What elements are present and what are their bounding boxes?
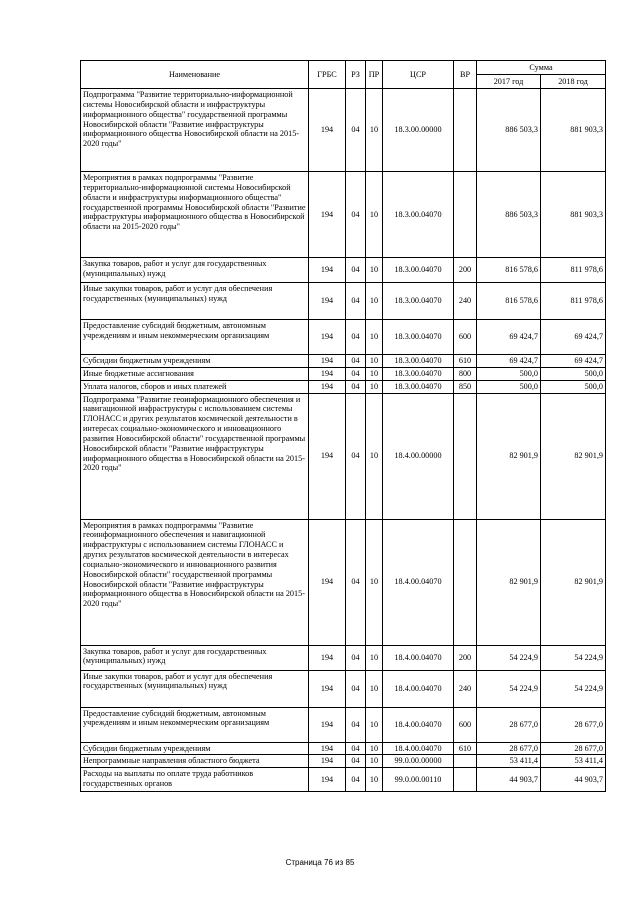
row-pr: 10 xyxy=(366,355,383,368)
row-sum-2018: 881 903,3 xyxy=(541,89,606,172)
row-pr: 10 xyxy=(366,670,383,707)
row-name: Подпрограмма "Развитие территориально-информационной системы Новосибирской области и инфраструктуры информационного общества" государственной программы Новосибирской области "Развитие инфраструктуры информационного общества Новосибирской области на 2015-2020 годы" xyxy=(81,89,309,172)
row-csr: 18.4.00.04070 xyxy=(383,670,454,707)
row-rz: 04 xyxy=(346,172,366,258)
row-sum-2018: 44 903,7 xyxy=(541,768,606,792)
row-rz: 04 xyxy=(346,707,366,742)
row-sum-2017: 53 411,4 xyxy=(477,755,541,768)
header-2017: 2017 год xyxy=(477,75,541,89)
row-vr: 800 xyxy=(454,367,477,380)
row-name: Мероприятия в рамках подпрограммы "Развитие геоинформационного обеспечения и навигационной инфраструктуры с использованием системы ГЛОНАСС и других результатов космической деятельности в интересах социально-экономического и инновационного развития Новосибирской области" государственной программы Новосибирской области "Развитие инфраструктуры информационного общества в Новосибирской области на 2015-2020 годы" xyxy=(81,519,309,645)
row-grbs: 194 xyxy=(309,380,346,393)
row-sum-2017: 69 424,7 xyxy=(477,355,541,368)
header-rz: РЗ xyxy=(346,61,366,89)
row-vr: 850 xyxy=(454,380,477,393)
row-vr: 200 xyxy=(454,645,477,670)
table-row xyxy=(81,355,606,368)
row-csr: 18.4.00.04070 xyxy=(383,707,454,742)
row-pr: 10 xyxy=(366,89,383,172)
table-row xyxy=(81,768,606,792)
row-sum-2018: 811 978,6 xyxy=(541,283,606,320)
row-pr: 10 xyxy=(366,380,383,393)
table-row xyxy=(81,742,606,755)
row-rz: 04 xyxy=(346,258,366,283)
row-grbs: 194 xyxy=(309,707,346,742)
row-pr: 10 xyxy=(366,742,383,755)
row-sum-2018: 53 411,4 xyxy=(541,755,606,768)
table-row xyxy=(81,320,606,355)
row-sum-2017: 886 503,3 xyxy=(477,89,541,172)
row-grbs: 194 xyxy=(309,258,346,283)
row-sum-2017: 816 578,6 xyxy=(477,283,541,320)
row-rz: 04 xyxy=(346,519,366,645)
row-grbs: 194 xyxy=(309,355,346,368)
row-grbs: 194 xyxy=(309,670,346,707)
row-vr: 600 xyxy=(454,707,477,742)
row-name: Закупка товаров, работ и услуг для государственных (муниципальных) нужд xyxy=(81,645,309,670)
row-sum-2018: 82 901,9 xyxy=(541,393,606,519)
table-row xyxy=(81,258,606,283)
row-rz: 04 xyxy=(346,320,366,355)
row-rz: 04 xyxy=(346,670,366,707)
row-pr: 10 xyxy=(366,519,383,645)
row-sum-2017: 82 901,9 xyxy=(477,519,541,645)
row-vr: 240 xyxy=(454,670,477,707)
table-row xyxy=(81,645,606,670)
row-vr: 610 xyxy=(454,742,477,755)
table-row xyxy=(81,393,606,519)
row-pr: 10 xyxy=(366,258,383,283)
row-vr xyxy=(454,768,477,792)
row-csr: 18.4.00.04070 xyxy=(383,645,454,670)
row-csr: 18.4.00.00000 xyxy=(383,393,454,519)
row-rz: 04 xyxy=(346,283,366,320)
row-grbs: 194 xyxy=(309,742,346,755)
row-grbs: 194 xyxy=(309,645,346,670)
table-row xyxy=(81,367,606,380)
row-csr: 18.3.00.00000 xyxy=(383,89,454,172)
row-sum-2018: 54 224,9 xyxy=(541,670,606,707)
table-row xyxy=(81,89,606,172)
row-rz: 04 xyxy=(346,755,366,768)
row-sum-2017: 28 677,0 xyxy=(477,707,541,742)
row-grbs: 194 xyxy=(309,320,346,355)
row-name: Расходы на выплаты по оплате труда работников государственных органов xyxy=(81,768,309,792)
row-name: Уплата налогов, сборов и иных платежей xyxy=(81,380,309,393)
row-grbs: 194 xyxy=(309,172,346,258)
row-pr: 10 xyxy=(366,172,383,258)
table-body xyxy=(81,89,606,792)
table-row xyxy=(81,670,606,707)
row-rz: 04 xyxy=(346,393,366,519)
row-rz: 04 xyxy=(346,367,366,380)
row-csr: 18.4.00.04070 xyxy=(383,742,454,755)
row-pr: 10 xyxy=(366,768,383,792)
table-row xyxy=(81,707,606,742)
row-sum-2018: 69 424,7 xyxy=(541,320,606,355)
table-row xyxy=(81,172,606,258)
row-sum-2018: 54 224,9 xyxy=(541,645,606,670)
row-pr: 10 xyxy=(366,645,383,670)
table-header xyxy=(81,61,606,89)
row-sum-2017: 54 224,9 xyxy=(477,645,541,670)
row-name: Иные закупки товаров, работ и услуг для обеспечения государственных (муниципальных) нужд xyxy=(81,670,309,707)
row-name: Субсидии бюджетным учреждениям xyxy=(81,742,309,755)
row-rz: 04 xyxy=(346,742,366,755)
row-sum-2017: 44 903,7 xyxy=(477,768,541,792)
row-sum-2017: 69 424,7 xyxy=(477,320,541,355)
header-sum: Сумма xyxy=(477,61,606,75)
row-sum-2018: 82 901,9 xyxy=(541,519,606,645)
row-vr xyxy=(454,519,477,645)
row-vr: 200 xyxy=(454,258,477,283)
row-vr: 610 xyxy=(454,355,477,368)
row-rz: 04 xyxy=(346,89,366,172)
row-sum-2017: 54 224,9 xyxy=(477,670,541,707)
row-sum-2017: 500,0 xyxy=(477,367,541,380)
row-csr: 18.3.00.04070 xyxy=(383,283,454,320)
row-grbs: 194 xyxy=(309,283,346,320)
row-csr: 18.3.00.04070 xyxy=(383,172,454,258)
row-csr: 18.3.00.04070 xyxy=(383,380,454,393)
row-pr: 10 xyxy=(366,367,383,380)
row-grbs: 194 xyxy=(309,768,346,792)
budget-table xyxy=(80,60,606,792)
row-sum-2018: 500,0 xyxy=(541,367,606,380)
table-row xyxy=(81,755,606,768)
row-name: Субсидии бюджетным учреждениям xyxy=(81,355,309,368)
row-pr: 10 xyxy=(366,283,383,320)
table-row xyxy=(81,283,606,320)
row-sum-2018: 811 978,6 xyxy=(541,258,606,283)
row-vr xyxy=(454,89,477,172)
row-csr: 18.4.00.04070 xyxy=(383,519,454,645)
row-grbs: 194 xyxy=(309,755,346,768)
row-sum-2017: 82 901,9 xyxy=(477,393,541,519)
row-csr: 18.3.00.04070 xyxy=(383,355,454,368)
row-name: Иные бюджетные ассигнования xyxy=(81,367,309,380)
row-pr: 10 xyxy=(366,393,383,519)
row-sum-2018: 69 424,7 xyxy=(541,355,606,368)
header-name: Наименование xyxy=(81,61,309,89)
table-row xyxy=(81,519,606,645)
row-name: Подпрограмма "Развитие геоинформационного обеспечения и навигационной инфраструктуры с использованием системы ГЛОНАСС и других результатов космической деятельности в интересах социально-экономического и инновационного развития Новосибирской области" государственной программы Новосибирской области "Развитие инфраструктуры информационного общества в Новосибирской области на 2015-2020 годы" xyxy=(81,393,309,519)
header-2018: 2018 год xyxy=(541,75,606,89)
row-csr: 18.3.00.04070 xyxy=(383,320,454,355)
row-sum-2017: 886 503,3 xyxy=(477,172,541,258)
row-sum-2018: 500,0 xyxy=(541,380,606,393)
row-csr: 99.0.00.00000 xyxy=(383,755,454,768)
row-sum-2018: 881 903,3 xyxy=(541,172,606,258)
row-name: Закупка товаров, работ и услуг для государственных (муниципальных) нужд xyxy=(81,258,309,283)
row-name: Мероприятия в рамках подпрограммы "Развитие территориально-информационной системы Новосибирской области и инфраструктуры информационного общества" государственной программы Новосибирской области "Развитие инфраструктуры информационного общества в Новосибирской области на 2015-2020 годы" xyxy=(81,172,309,258)
header-grbs: ГРБС xyxy=(309,61,346,89)
row-rz: 04 xyxy=(346,645,366,670)
row-pr: 10 xyxy=(366,755,383,768)
row-name: Непрограммные направления областного бюджета xyxy=(81,755,309,768)
header-vr: ВР xyxy=(454,61,477,89)
row-sum-2018: 28 677,0 xyxy=(541,707,606,742)
row-grbs: 194 xyxy=(309,89,346,172)
page-number: Страница 76 из 85 xyxy=(285,858,355,867)
row-sum-2017: 816 578,6 xyxy=(477,258,541,283)
row-rz: 04 xyxy=(346,355,366,368)
row-pr: 10 xyxy=(366,320,383,355)
row-vr: 240 xyxy=(454,283,477,320)
header-pr: ПР xyxy=(366,61,383,89)
row-sum-2018: 28 677,0 xyxy=(541,742,606,755)
header-csr: ЦСР xyxy=(383,61,454,89)
row-grbs: 194 xyxy=(309,519,346,645)
row-vr xyxy=(454,172,477,258)
row-grbs: 194 xyxy=(309,393,346,519)
row-rz: 04 xyxy=(346,768,366,792)
table-row xyxy=(81,380,606,393)
row-vr: 600 xyxy=(454,320,477,355)
row-csr: 18.3.00.04070 xyxy=(383,367,454,380)
row-rz: 04 xyxy=(346,380,366,393)
row-csr: 99.0.00.00110 xyxy=(383,768,454,792)
row-name: Предоставление субсидий бюджетным, автономным учреждениям и иным некоммерческим организациям xyxy=(81,320,309,355)
row-name: Предоставление субсидий бюджетным, автономным учреждениям и иным некоммерческим организациям xyxy=(81,707,309,742)
row-vr xyxy=(454,393,477,519)
row-sum-2017: 500,0 xyxy=(477,380,541,393)
row-name: Иные закупки товаров, работ и услуг для обеспечения государственных (муниципальных) нужд xyxy=(81,283,309,320)
row-grbs: 194 xyxy=(309,367,346,380)
row-sum-2017: 28 677,0 xyxy=(477,742,541,755)
row-csr: 18.3.00.04070 xyxy=(383,258,454,283)
row-vr xyxy=(454,755,477,768)
row-pr: 10 xyxy=(366,707,383,742)
